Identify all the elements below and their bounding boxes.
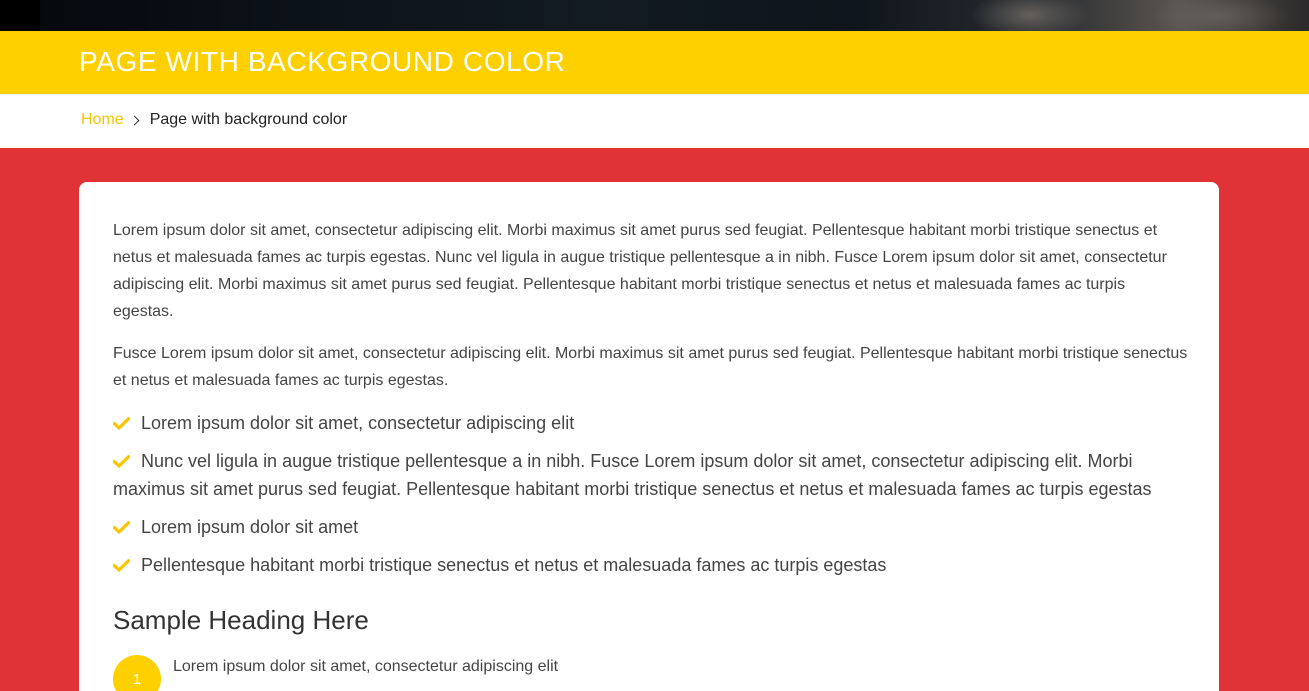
- check-icon: [113, 559, 130, 572]
- chevron-right-icon: [129, 115, 139, 125]
- breadcrumb-bar: [0, 94, 1309, 148]
- checklist-item: [113, 447, 1189, 503]
- breadcrumb: [81, 111, 347, 129]
- checklist-item: [113, 409, 1189, 437]
- check-icon: [113, 417, 130, 430]
- checklist-item-text: Lorem ipsum dolor sit amet, consectetur adipiscing elit: [141, 413, 575, 433]
- checklist-item-text: Pellentesque habitant morbi tristique senectus et netus et malesuada fames ac turpis egestas: [141, 555, 887, 575]
- paragraph: Fusce Lorem ipsum dolor sit amet, consectetur adipiscing elit. Morbi maximus sit amet purus sed feugiat. Pellentesque habitant morbi tristique senectus et netus et malesuada fames ac turpis egestas.: [113, 345, 1188, 389]
- numbered-item-text: Lorem ipsum dolor sit amet, consectetur adipiscing elit: [173, 658, 559, 675]
- checklist-item: [113, 513, 1189, 541]
- header-banner-image: [0, 0, 1309, 31]
- numbered-list-item: [113, 655, 1189, 691]
- checklist-item: [113, 551, 1189, 579]
- checklist-item-text: Lorem ipsum dolor sit amet: [141, 517, 359, 537]
- number-badge: 1: [113, 655, 161, 691]
- banner-highlight: [1150, 0, 1290, 31]
- breadcrumb-current: Page with background color: [149, 111, 348, 128]
- banner-highlight: [970, 0, 1090, 31]
- checklist-item-text: Nunc vel ligula in augue tristique pellentesque a in nibh. Fusce Lorem ipsum dolor sit amet, consectetur adipiscing elit. Morbi maximus sit amet purus sed feugiat. Pellentesque habitant morbi tristique senectus et netus et malesuada fames ac turpis egestas: [113, 451, 1152, 499]
- numbered-list: [113, 655, 1189, 691]
- section-heading: Sample Heading Here: [113, 605, 369, 635]
- page-title: PAGE WITH BACKGROUND COLOR: [79, 46, 566, 77]
- title-bar: [0, 31, 1309, 94]
- content-body: [113, 217, 1189, 691]
- check-icon: [113, 521, 130, 534]
- content-card: [79, 182, 1219, 691]
- checklist: [113, 409, 1189, 579]
- paragraph: Lorem ipsum dolor sit amet, consectetur adipiscing elit. Morbi maximus sit amet purus sed feugiat. Pellentesque habitant morbi tristique senectus et netus et malesuada fames ac turpis egestas. Nunc vel ligula in augue tristique pellentesque a in nibh. Fusce Lorem ipsum dolor sit amet, consectetur adipiscing elit. Morbi maximus sit amet purus sed feugiat. Pellentesque habitant morbi tristique senectus et netus et malesuada fames ac turpis egestas.: [113, 222, 1167, 320]
- breadcrumb-home-link[interactable]: Home: [81, 111, 124, 128]
- check-icon: [113, 455, 130, 468]
- banner-edge: [0, 0, 40, 31]
